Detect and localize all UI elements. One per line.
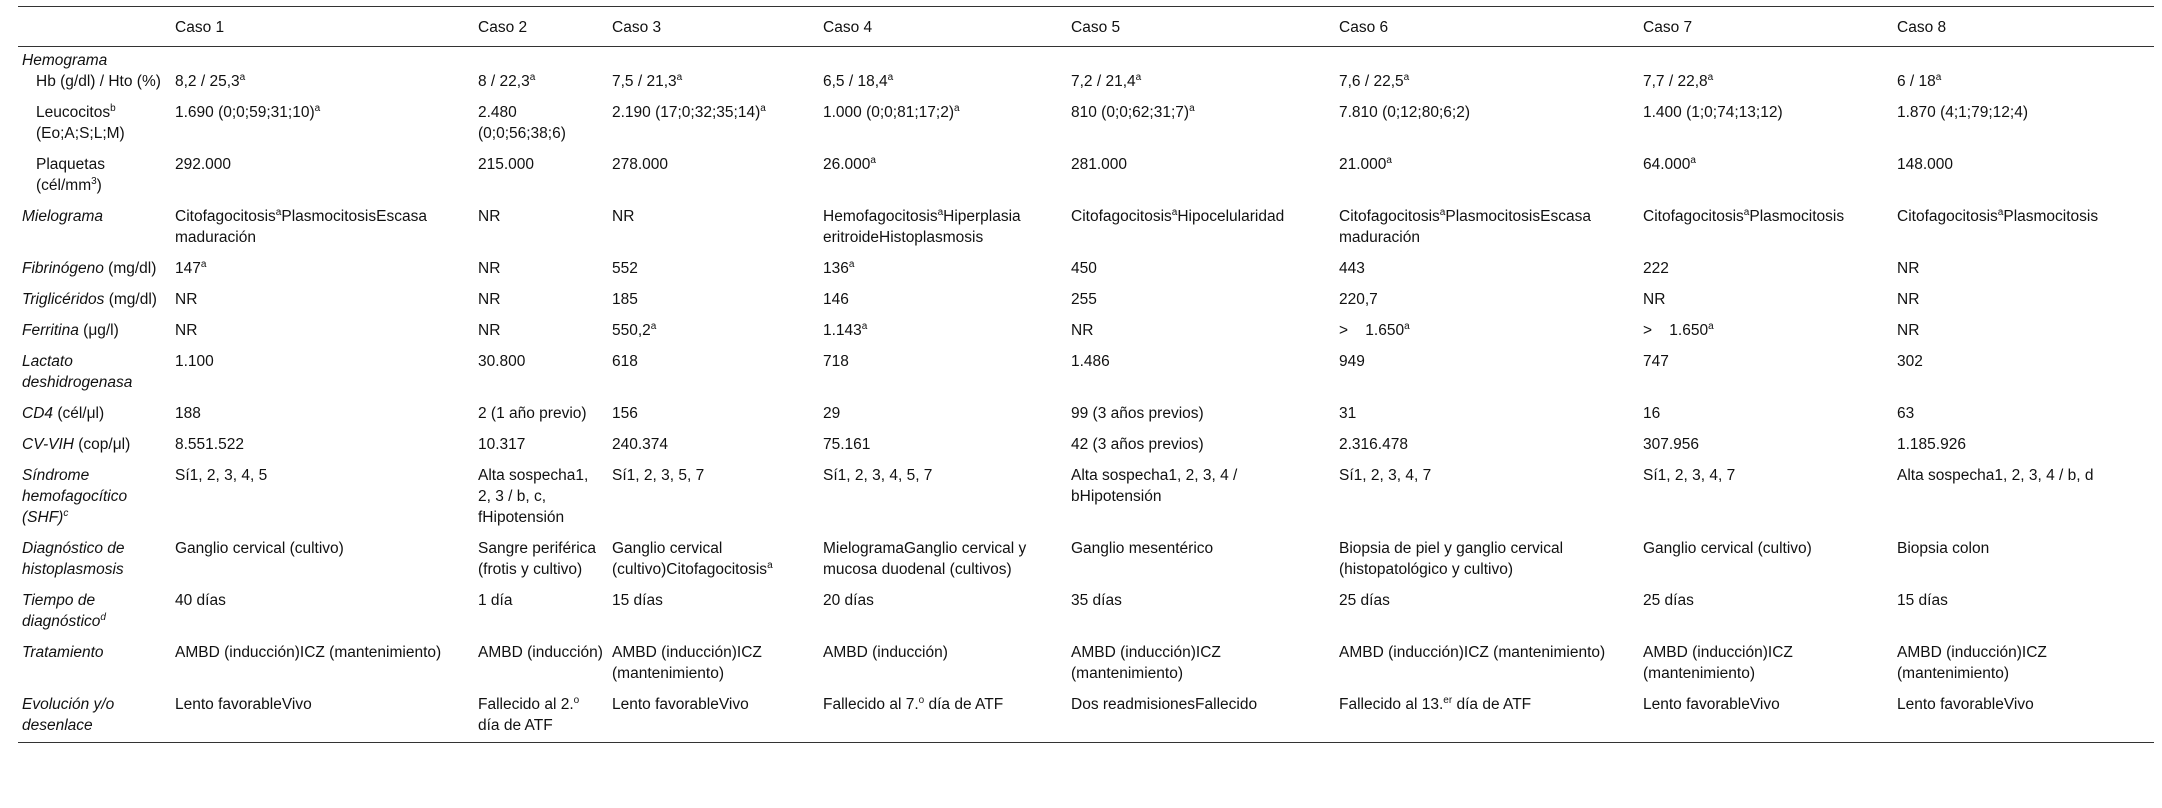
header-cell: Caso 7 [1639,7,1893,47]
table-cell: 21.000$^a$ [1339,155,1392,173]
table-cell: 8.551.522 [175,436,244,453]
table-cell: Alta sospecha1, 2, 3, 4 / bHipotensión [1071,467,1238,505]
table-cell: 15 días [612,592,663,609]
row-label: Evolución y/o desenlace [18,684,171,743]
table-cell: Alta sospecha1, 2, 3, 4 / b, d [1897,467,2094,484]
table-cell: AMBD (inducción)ICZ (mantenimiento) [612,644,762,682]
header-cell: Caso 6 [1335,7,1639,47]
table-cell: Sangre periférica (frotis y cultivo) [478,540,597,578]
table-cell: 2.316.478 [1339,436,1408,453]
table-cell: 26.000$^a$ [823,155,876,173]
table-cell: Alta sospecha1, 2, 3 / b, c, fHipotensión [478,467,589,526]
table-cell: Sí1, 2, 3, 4, 5 [175,467,268,484]
table-cell: 810 (0;0;62;31;7)$^a$ [1071,103,1195,121]
table-cell: Ganglio mesentérico [1071,540,1214,557]
table-cell: 148.000 [1897,156,1954,173]
table-cell: MielogramaGanglio cervical y mucosa duodenal (cultivos) [823,540,1027,578]
table-cell: Sí1, 2, 3, 4, 7 [1643,467,1736,484]
table-cell: 7,5 / 21,3$^a$ [612,72,683,90]
table-cell: Ganglio cervical (cultivo) [1643,540,1812,557]
table-row [18,196,2154,248]
table-cell: NR [478,291,501,308]
row-label: Triglicéridos (mg/dl) [22,291,157,308]
table-cell: 1.400 (1;0;74;13;12) [1643,104,1783,121]
table-cell: Fallecido al 13.$^{er}$ día de ATF [1335,684,1639,743]
table-row [18,528,2154,580]
header-cell: Caso 4 [819,7,1067,47]
table-cell: Citofagocitosis$^a$PlasmocitosisEscasa maduración [1339,207,1591,246]
table-cell: 949 [1339,353,1365,370]
header-row [18,7,2154,47]
table-cell: 255 [1071,291,1097,308]
table-cell: 278.000 [612,156,669,173]
table-cell: 6,5 / 18,4$^a$ [823,72,894,90]
table-cell: AMBD (inducción)ICZ (mantenimiento) [175,644,442,661]
header-cell: Caso 5 [1067,7,1335,47]
table-cell: Hemofagocitosis$^a$Hiperplasia eritroideHistoplasmosis [823,207,1021,246]
table-cell: 2 (1 año previo) [478,405,587,422]
table-cell: > 1.650$^a$ [1339,321,1410,339]
table-cell: Biopsia de piel y ganglio cervical (histopatológico y cultivo) [1339,540,1564,578]
table-row [18,580,2154,632]
row-label: Ferritina (μg/l) [22,322,119,339]
table-cell: AMBD (inducción)ICZ (mantenimiento) [1071,644,1221,682]
header-cell: Caso 1 [171,7,474,47]
row-label: CD4 (cél/μl) [22,405,105,422]
table-cell: Lento favorableVivo [608,684,819,743]
row-label: Diagnóstico de histoplasmosis [22,540,125,578]
clinical-cases-table [18,6,2154,743]
table-cell: 281.000 [1071,156,1128,173]
table-row [18,632,2154,684]
table-cell: AMBD (inducción)ICZ (mantenimiento) [1339,644,1606,661]
row-label: Leucocitos$^b$ (Eo;A;S;L;M) [36,103,125,142]
table-row [18,71,2154,92]
table-cell: 1.000 (0;0;81;17;2)$^a$ [823,103,960,121]
table-cell: 29 [823,405,841,422]
table-cell: 718 [823,353,849,370]
table-cell: Lento favorableVivo [1639,684,1893,743]
row-label: Mielograma [22,208,103,225]
table-cell: 220,7 [1339,291,1378,308]
table-cell: 156 [612,405,638,422]
section-row [18,47,2154,72]
table-cell: 185 [612,291,638,308]
row-label: Plaquetas $(cél/mm^3)$ [36,156,105,194]
table-cell: Ganglio cervical (cultivo) [175,540,344,557]
table-cell: 7,6 / 22,5$^a$ [1339,72,1410,90]
table-cell: Biopsia colon [1897,540,1990,557]
table-row [18,424,2154,455]
table-cell: Citofagocitosis$^a$Plasmocitosis [1897,207,2099,225]
row-label: Síndrome hemofagocítico (SHF)$^c$ [22,467,128,526]
table-cell: NR [175,291,198,308]
section-label: Hemograma [22,52,108,69]
table-cell: Fallecido al 2.$^o$ día de ATF [474,684,608,743]
header-cell: Caso 2 [474,7,608,47]
table-cell: NR [1643,291,1666,308]
table-cell: 147$^a$ [175,259,207,277]
table-cell: Sí1, 2, 3, 5, 7 [612,467,705,484]
table-cell: Ganglio cervical (cultivo)Citofagocitosis$^a$ [612,540,773,578]
table-cell: 63 [1897,405,1915,422]
table-cell: 302 [1897,353,1923,370]
table-row [18,393,2154,424]
table-cell: 16 [1643,405,1661,422]
table-cell: 25 días [1339,592,1390,609]
table-cell: 42 (3 años previos) [1071,436,1204,453]
table-cell: NR [1897,322,1920,339]
row-label: CV-VIH (cop/μl) [22,436,131,453]
table-cell: 1 día [478,592,513,609]
table-cell: 618 [612,353,638,370]
table-cell: 2.480 (0;0;56;38;6) [478,104,566,142]
table-cell: 31 [1339,405,1357,422]
table-cell: 552 [612,260,638,277]
table-cell: 20 días [823,592,874,609]
table-cell: 550,2$^a$ [612,321,657,339]
table-cell: 75.161 [823,436,871,453]
table-row [18,279,2154,310]
row-label: Fibrinógeno (mg/dl) [22,260,157,277]
table-cell: Citofagocitosis$^a$PlasmocitosisEscasa maduración [175,207,427,246]
table-cell: 10.317 [478,436,526,453]
table-cell: 215.000 [478,156,535,173]
table-row [18,310,2154,341]
table-cell: NR [1897,260,1920,277]
table-cell: AMBD (inducción) [478,644,603,661]
table-cell: 2.190 (17;0;32;35;14)$^a$ [612,103,766,121]
table-cell: AMBD (inducción)ICZ (mantenimiento) [1643,644,1793,682]
table-cell: 1.185.926 [1897,436,1966,453]
table-cell: Dos readmisionesFallecido [1067,684,1335,743]
table-cell: 30.800 [478,353,526,370]
table-cell: 240.374 [612,436,669,453]
table-cell: Fallecido al 7.$^o$ día de ATF [819,684,1067,743]
table-row [18,144,2154,196]
table-cell: 1.690 (0;0;59;31;10)$^a$ [175,103,321,121]
table-cell: Citofagocitosis$^a$Plasmocitosis [1643,207,1845,225]
table-cell: NR [478,322,501,339]
table-cell: Sí1, 2, 3, 4, 7 [1339,467,1432,484]
table-row [18,455,2154,528]
table-cell: 292.000 [175,156,232,173]
table-cell: NR [478,260,501,277]
table-cell: 747 [1643,353,1669,370]
table-cell: > 1.650$^a$ [1643,321,1714,339]
table-row [18,92,2154,144]
table-cell: NR [478,208,501,225]
row-label: Tiempo de diagnóstico$^d$ [22,592,106,630]
row-label: Lactato deshidrogenasa [22,353,133,391]
table-cell: 7,2 / 21,4$^a$ [1071,72,1142,90]
table-cell: 136$^a$ [823,259,855,277]
table-cell: 450 [1071,260,1097,277]
table-cell: 15 días [1897,592,1948,609]
table-cell: 443 [1339,260,1365,277]
table-cell: 64.000$^a$ [1643,155,1696,173]
table-cell: NR [1897,291,1920,308]
table-cell: 1.143$^a$ [823,321,868,339]
table-cell: 8,2 / 25,3$^a$ [175,72,246,90]
header-cell: Caso 8 [1893,7,2154,47]
table-row [18,248,2154,279]
table-cell: 1.486 [1071,353,1110,370]
header-cell [18,7,171,47]
row-label: Tratamiento [22,644,104,661]
table-cell: AMBD (inducción)ICZ (mantenimiento) [1897,644,2047,682]
table-row [18,341,2154,393]
table-cell: 6 / 18$^a$ [1897,72,1942,90]
table-cell: 7.810 (0;12;80;6;2) [1339,104,1470,121]
table-cell: 188 [175,405,201,422]
table-row [18,684,2154,743]
table-cell: 7,7 / 22,8$^a$ [1643,72,1714,90]
table-cell: NR [175,322,198,339]
table-cell: 99 (3 años previos) [1071,405,1204,422]
table-cell: 8 / 22,3$^a$ [478,72,536,90]
table-cell: 222 [1643,260,1669,277]
table-cell: 35 días [1071,592,1122,609]
table-cell: NR [612,208,635,225]
table-cell: Citofagocitosis$^a$Hipocelularidad [1071,207,1285,225]
table-cell: 307.956 [1643,436,1700,453]
table-cell: 1.870 (4;1;79;12;4) [1897,104,2028,121]
table-cell: 25 días [1643,592,1694,609]
table-cell: 1.100 [175,353,214,370]
table-cell: AMBD (inducción) [823,644,948,661]
table-cell: NR [1071,322,1094,339]
table-cell: 146 [823,291,849,308]
table-cell: Lento favorableVivo [171,684,474,743]
header-cell: Caso 3 [608,7,819,47]
table-cell: Sí1, 2, 3, 4, 5, 7 [823,467,933,484]
table-cell: 40 días [175,592,226,609]
row-label: Hb (g/dl) / Hto (%) [36,73,161,90]
table-cell: Lento favorableVivo [1893,684,2154,743]
